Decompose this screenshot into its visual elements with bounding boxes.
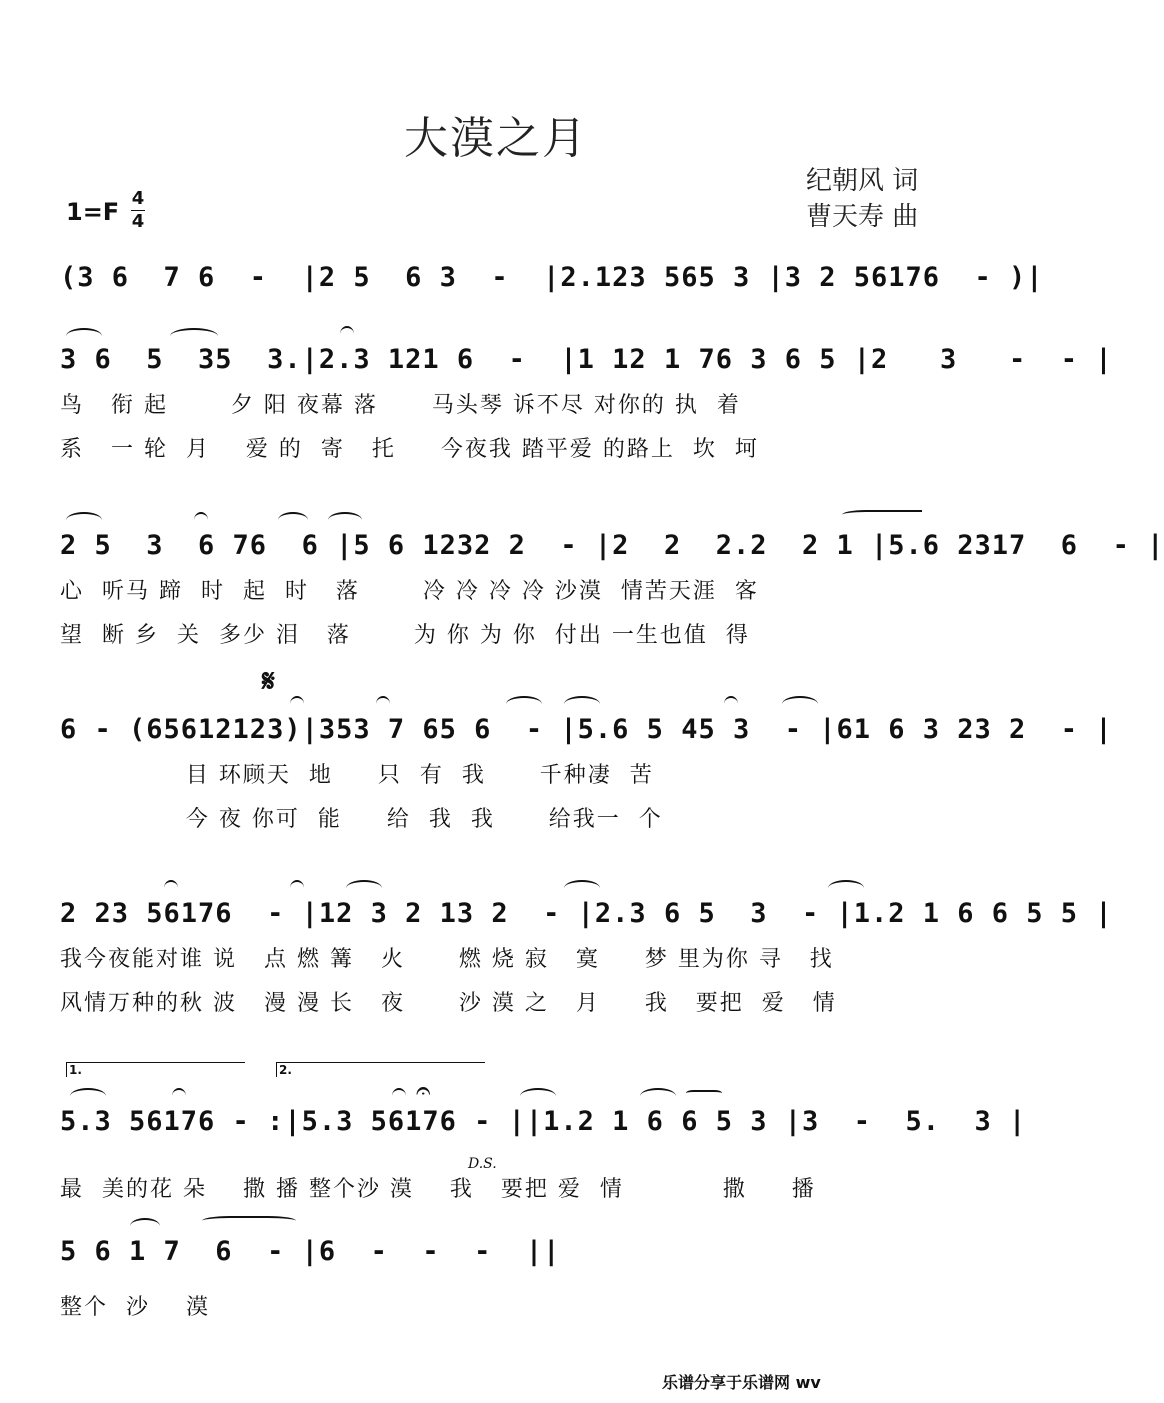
lyric-verse-2: 望 断 乡 关 多少 泪 落 为 你 为 你 付出 一生也值 得 [60, 623, 750, 648]
site-footer-text: 乐谱分享于乐谱网 wv [662, 1373, 821, 1392]
song-title: 大漠之月 [404, 113, 588, 164]
fermata-mark: 𝄐 [416, 1076, 431, 1106]
notation-line: (3 6 7 6 - |2 5 6 3 - |2.123 565 3 |3 2 56176 - )| [60, 262, 1044, 293]
segno-mark: 𝄋 [262, 664, 275, 699]
score-row-5 [60, 894, 1113, 1016]
time-bottom: 4 [131, 211, 145, 232]
lyric-verse-1: 最 美的花 朵 撒 播 整个沙 漠 我 要把 爱 情 撒 播 [60, 1177, 816, 1202]
lyric-verse-1: 目 环顾天 地 只 有 我 千种凄 苦 [60, 763, 654, 788]
time-top: 4 [131, 188, 145, 209]
notation-line: 6 - (65612123)|353 7 65 6 - |5.6 5 45 3 - |61 6 3 23 2 - | [60, 714, 1113, 745]
lyric-verse-1: 整个 沙 漠 [60, 1295, 210, 1320]
volta-2: 2. [276, 1062, 485, 1077]
tie-mark [202, 1216, 296, 1232]
notation-line: 3 6 5 35 3.|2.3 121 6 - |1 12 1 76 3 6 5 |2 3 - - | [60, 344, 1113, 375]
lyric-verse-2: 系 一 轮 月 爱 的 寄 托 今夜我 踏平爱 的路上 坎 坷 [60, 437, 759, 462]
volta-1: 1. [66, 1062, 245, 1077]
lyric-verse-1: 心 听马 蹄 时 起 时 落 冷 冷 冷 冷 沙漠 情苦天涯 客 [60, 579, 759, 604]
lyric-verse-1: 鸟 衔 起 夕 阳 夜幕 落 马头琴 诉不尽 对你的 执 着 [60, 393, 741, 418]
lyric-verse-2: 今 夜 你可 能 给 我 我 给我一 个 [60, 807, 663, 832]
score-row-7 [60, 1232, 930, 1342]
tie-mark [842, 510, 922, 526]
ds-mark: D.S. [468, 1156, 497, 1172]
lyric-verse-2: 风情万种的秋 波 漫 漫 长 夜 沙 漠 之 月 我 要把 爱 情 [60, 991, 837, 1016]
notation-line: 2 5 3 6 76 6 |5 6 1232 2 - |2 2 2.2 2 1 |5.6 2317 6 - | [60, 530, 1164, 561]
notation-line: 2 23 56176 - |12 3 2 13 2 - |2.3 6 5 3 - |1.2 1 6 6 5 5 | [60, 898, 1113, 929]
lyricist-credit: 纪朝风 词 [806, 166, 919, 196]
notation-line: 5.3 56176 - :|5.3 56176 - ||1.2 1 6 6 5 3 |3 - 5. 3 | [60, 1106, 1027, 1137]
lyric-verse-1: 我今夜能对谁 说 点 燃 篝 火 燃 烧 寂 寞 梦 里为你 寻 找 [60, 947, 834, 972]
score-row-3 [60, 526, 1164, 648]
notation-line: 5 6 1 7 6 - |6 - - - || [60, 1236, 561, 1267]
key-signature: 1=F [66, 198, 120, 226]
score-row-6 [60, 1102, 1027, 1212]
composer-credit: 曹天寿 曲 [806, 202, 919, 232]
score-row-4 [60, 710, 1113, 832]
score-row-2 [60, 340, 1113, 462]
time-signature [130, 188, 146, 233]
